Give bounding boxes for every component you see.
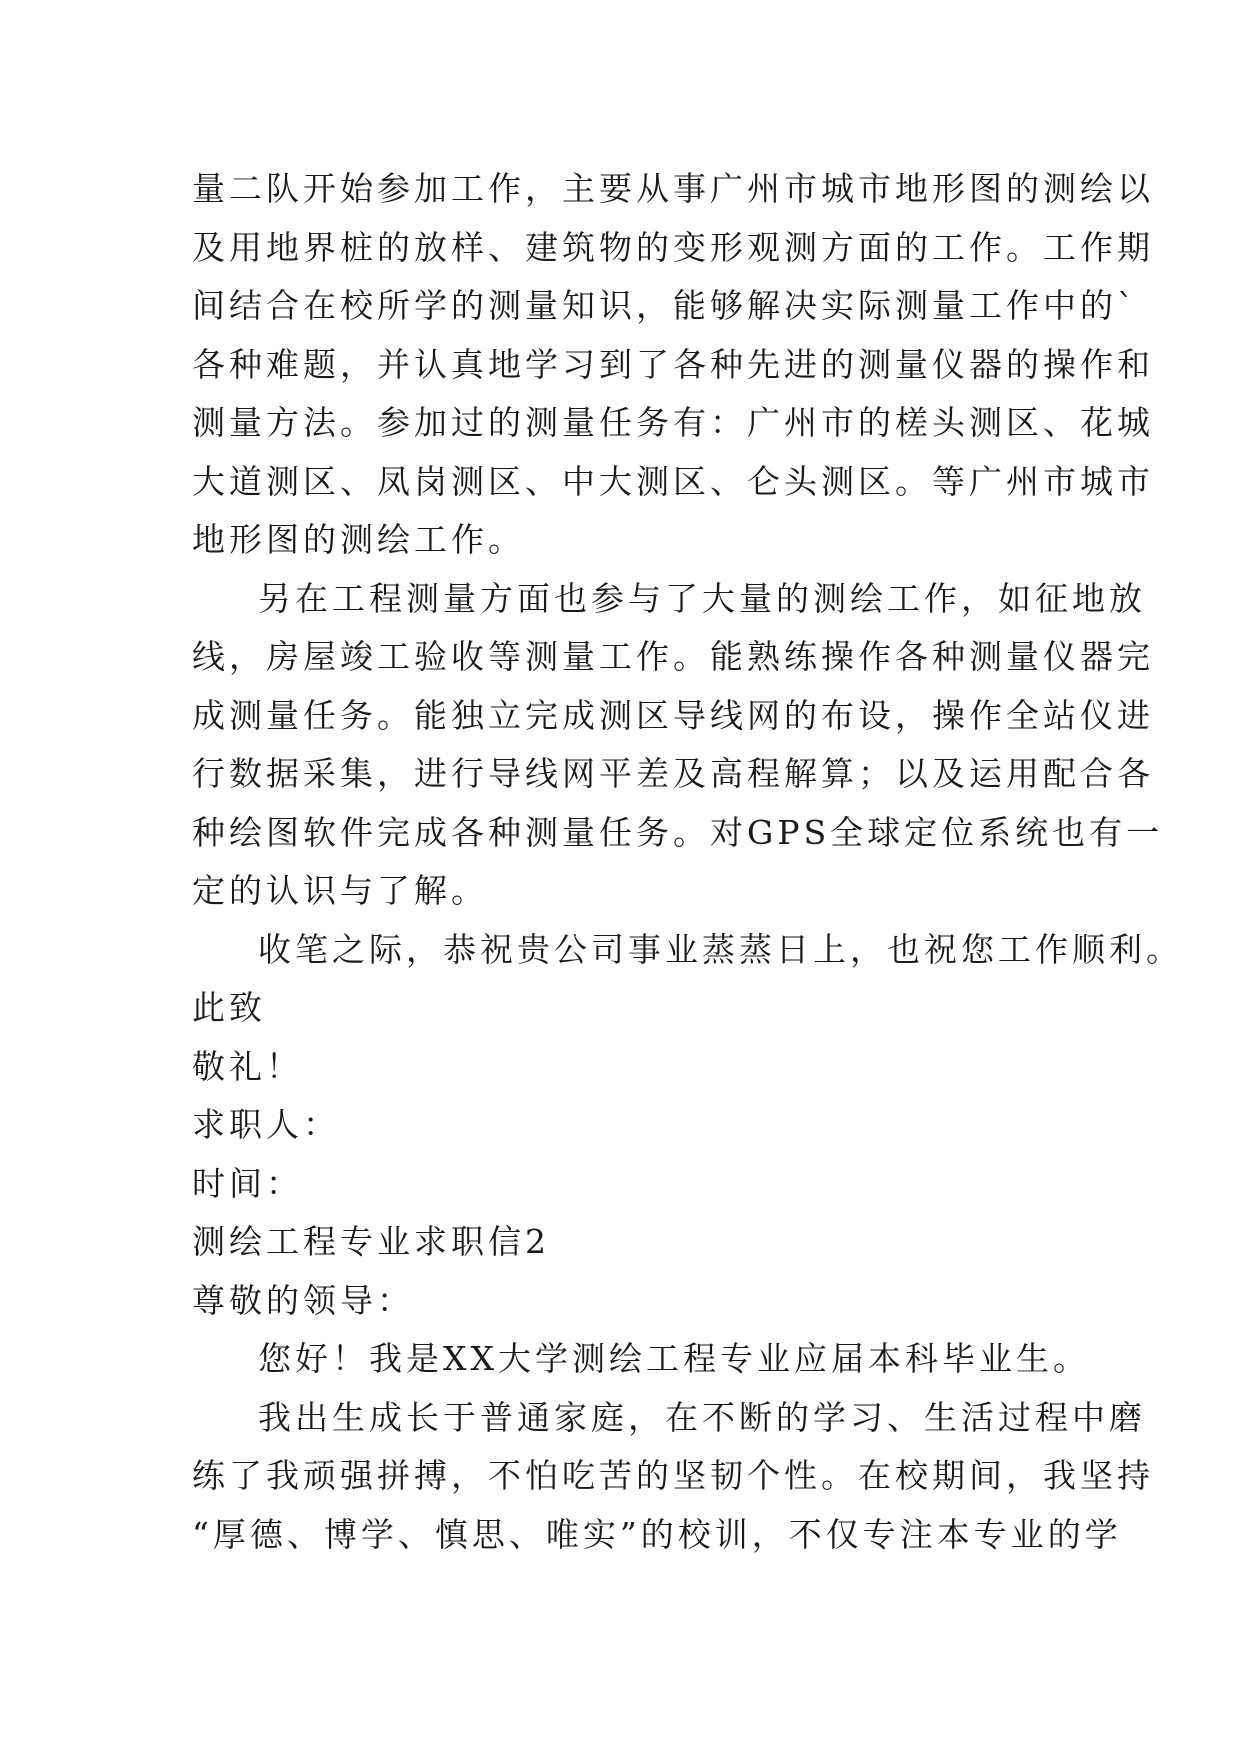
time-label: 时间：	[192, 1163, 303, 1203]
text-line: 各种难题，并认真地学习到了各种先进的测量仪器的操作和	[192, 344, 1154, 384]
text-line: 地形图的测绘工作。	[192, 520, 525, 559]
letter-2-title: 测绘工程专业求职信2	[192, 1222, 550, 1261]
text-line: 大道测区、凤岗测区、中大测区、仑头测区。等广州市城市	[192, 461, 1154, 501]
text-line: 我出生成长于普通家庭，在不断的学习、生活过程中磨	[258, 1397, 1146, 1437]
applicant-label: 求职人：	[192, 1105, 340, 1144]
text-line: 另在工程测量方面也参与了大量的测绘工作，如征地放	[258, 578, 1146, 618]
document-page	[192, 160, 1183, 1564]
text-line: 及用地界桩的放样、建筑物的变形观测方面的工作。工作期	[192, 227, 1154, 267]
paragraph-engineering-survey	[192, 570, 1164, 921]
paragraph-closing-wishes: 收笔之际，恭祝贵公司事业蒸蒸日上，也祝您工作顺利。	[258, 929, 1183, 969]
closing-phrase: 此致	[192, 988, 266, 1027]
paragraph-greeting: 您好！我是XX大学测绘工程专业应届本科毕业生。	[258, 1339, 1090, 1378]
text-line: 线，房屋竣工验收等测量工作。能熟练操作各种测量仪器完	[192, 637, 1154, 676]
paragraph-background	[192, 1389, 1154, 1565]
closing-salute: 敬礼！	[192, 1046, 303, 1086]
text-line: 练了我顽强拼搏，不怕吃苦的坚韧个性。在校期间，我坚持	[192, 1456, 1154, 1495]
text-line: 量二队开始参加工作，主要从事广州市城市地形图的测绘以	[192, 169, 1154, 208]
text-line: 成测量任务。能独立完成测区导线网的布设，操作全站仪进	[192, 695, 1154, 735]
salutation: 尊敬的领导：	[192, 1280, 414, 1320]
text-line: 间结合在校所学的测量知识，能够解决实际测量工作中的`	[192, 286, 1138, 325]
text-line: “厚德、博学、慎思、唯实”的校训，不仅专注本专业的学	[192, 1514, 1122, 1554]
text-line: 测量方法。参加过的测量任务有：广州市的槎头测区、花城	[192, 403, 1154, 442]
text-line: 定的认识与了解。	[192, 871, 488, 910]
text-line: 行数据采集，进行导线网平差及高程解算；以及运用配合各	[192, 754, 1154, 793]
paragraph-work-experience	[192, 160, 1154, 570]
text-line: 种绘图软件完成各种测量任务。对GPS全球定位系统也有一	[192, 812, 1164, 852]
